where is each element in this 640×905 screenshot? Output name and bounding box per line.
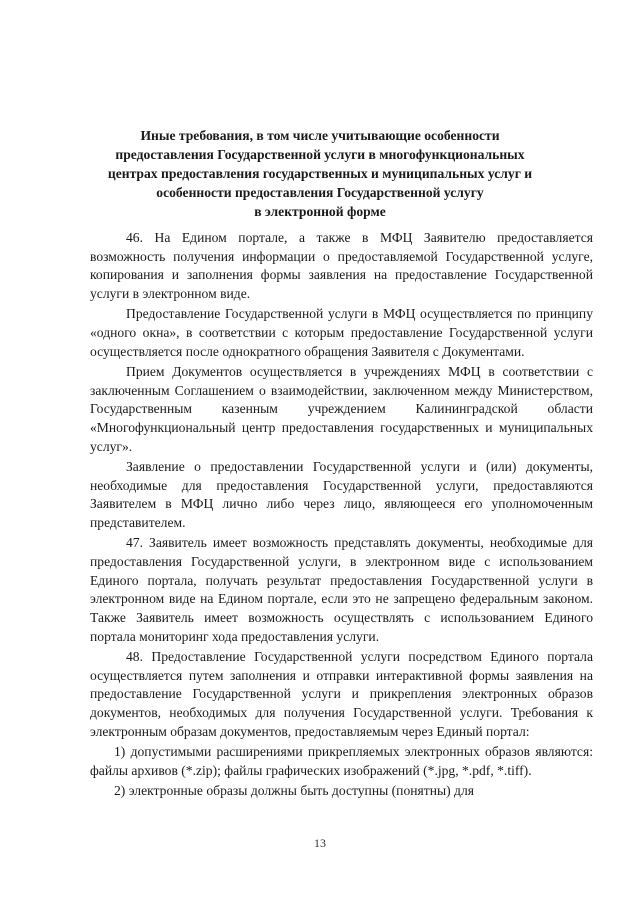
heading-line: предоставления Государственной услуги в многофункциональных (115, 147, 525, 162)
paragraph-47: 47. Заявитель имеет возможность представлять документы, необходимые для предоставления Государственной услуги, в электронном виде с использованием Единого портала, получать результат предоставления Государственной услуги в электронном виде на Едином портале, если это не запрещено федеральным законом. Также Заявитель имеет возможность осуществлять с использованием Единого портала мониторинг хода предоставления услуги. (90, 535, 593, 644)
paragraph-application-submission: Заявление о предоставлении Государственной услуги и (или) документы, необходимые для предоставления Государственной услуги, предоставляются Заявителем в МФЦ лично либо через лицо, являющееся его уполномоченным представителем. (90, 458, 593, 531)
paragraph-document-reception: Прием Документов осуществляется в учреждениях МФЦ в соответствии с заключенным Соглашением о взаимодействии, заключенном между Министерством, Государственным казенным учреждением Калининградской области «Многофункциональный центр предоставления государственных и муниципальных услуг». (90, 363, 593, 454)
paragraph-46: 46. На Едином портале, а также в МФЦ Заявителю предоставляется возможность получения информации о предоставляемой Государственной услуге, копирования и заполнения формы заявления на предоставление Государственной услуги в электронном виде. (90, 230, 593, 302)
page-number: 13 (314, 836, 326, 850)
heading-line: особенности предоставления Государственной услугу (156, 185, 484, 200)
paragraph-48: 48. Предоставление Государственной услуги посредством Единого портала осуществляется путем заполнения и отправки интерактивной формы заявления на предоставление Государственной услуги и прикрепления электронных образов документов, необходимых для получения Государственной услуги. Требования к электронным образам документов, предоставляемым через Единый портал: (90, 648, 593, 739)
body-text (90, 229, 593, 802)
heading-line: Иные требования, в том числе учитывающие особенности (140, 128, 500, 143)
heading-line: центрах предоставления государственных и муниципальных услуг и (107, 166, 533, 181)
heading-line: в электронной форме (254, 204, 386, 219)
list-item-2: 2) электронные образы должны быть доступны (понятны) для (114, 782, 474, 798)
section-heading (95, 126, 545, 221)
paragraph-mfc-one-window: Предоставление Государственной услуги в МФЦ осуществляется по принципу «одного окна», в соответствии с которым предоставление Государственной услуги осуществляется после однократного обращения Заявителя с Документами. (90, 306, 593, 359)
list-item-1: 1) допустимыми расширениями прикрепляемых электронных образов являются: файлы архивов (*.zip); файлы графических изображений (*.jpg, *.pdf, *.tiff). (90, 743, 593, 778)
